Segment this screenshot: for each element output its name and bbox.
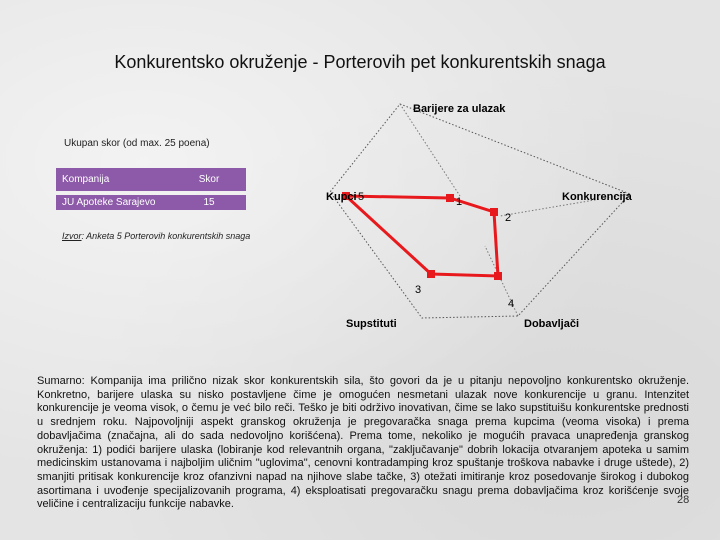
table-row (56, 195, 246, 210)
score-kupci: 5 (358, 191, 365, 203)
slide-title: Konkurentsko okruženje - Porterovih pet konkurentskih snaga (114, 52, 606, 72)
summary-label: Sumarno (37, 375, 82, 387)
label-barijere: Barijere za ulazak (413, 103, 506, 115)
label-kupci: Kupci (326, 191, 357, 203)
score-table (56, 164, 246, 214)
diagram-axis-top (400, 104, 460, 196)
summary-paragraph (37, 375, 689, 512)
point-dobavljaci (494, 272, 502, 280)
summary-text: : Kompanija ima prilično nizak skor konkurentskih sila, što govori da je u pitanju nepovoljno konkurentsko okruženje. Konkretno, barijere ulaska su nisko postavljene čime je omogućen nesmetani ulazak nove konkurencije u granu. Intenzitet konkurencije je veoma visok, o čemu je već bilo reči. Teško je biti održivo inovativan, čime se lako supstituišu konkurentske prednosti u srednjem roku. Najpovoljniji aspekt granskog okruženja je pregovaračka snaga prema kupcima (veoma visoka) i prema dobavljačima (značajna, ali do sada nedovoljno korišćena). Prema tome, nekoliko je mogućih pravaca unapređenja granskog okruženja: 1) podići barijere ulaska (lobiranje kod relevantnih organa, "zaključavanje" dobrih lokacija otvaranjem apoteka u samim medicinskim ustanovama i najboljim uličnim "uglovima", cenovni kontradamping kroz spuštanje troškova nabavke i druge uštede), 2) smanjiti pritisak konkurencije kroz ofanzivni napad na njihove slabe tačke, 3) otežati imitiranje kroz posedovanje širokog i dubokog asortimana i uvođenje specijalizovanih programa, 4) eksploatisati pregovaračku snagu prema dobavljačima kroz korišćenje svoje veličine i centralizaciju funkcije nabavke. (37, 375, 689, 511)
score-dobavljaci: 4 (508, 298, 515, 310)
porter-diagram (300, 96, 660, 346)
score-barijere: 1 (456, 196, 463, 208)
score-polygon (346, 196, 498, 276)
point-konkurencija (490, 208, 498, 216)
point-barijere (446, 194, 454, 202)
table-header-row (56, 168, 246, 191)
cell-company: JU Apoteke Sarajevo (56, 195, 172, 210)
header-company: Kompanija (56, 168, 172, 191)
label-dobavljaci: Dobavljači (524, 318, 580, 330)
diagram-outline (330, 104, 630, 318)
source-label: Izvor (62, 231, 82, 241)
point-supstituti (427, 270, 435, 278)
score-supstituti: 3 (415, 284, 422, 296)
cell-score: 15 (172, 195, 246, 210)
table-caption: Ukupan skor (od max. 25 poena) (64, 138, 210, 149)
label-konkurencija: Konkurencija (562, 191, 632, 203)
page-number: 28 (677, 494, 690, 506)
score-konkurencija: 2 (505, 212, 512, 224)
label-supstituti: Supstituti (346, 318, 397, 330)
source-text: : Anketa 5 Porterovih konkurentskih snaga (81, 231, 251, 241)
source-note (62, 231, 250, 241)
header-score: Skor (172, 168, 246, 191)
